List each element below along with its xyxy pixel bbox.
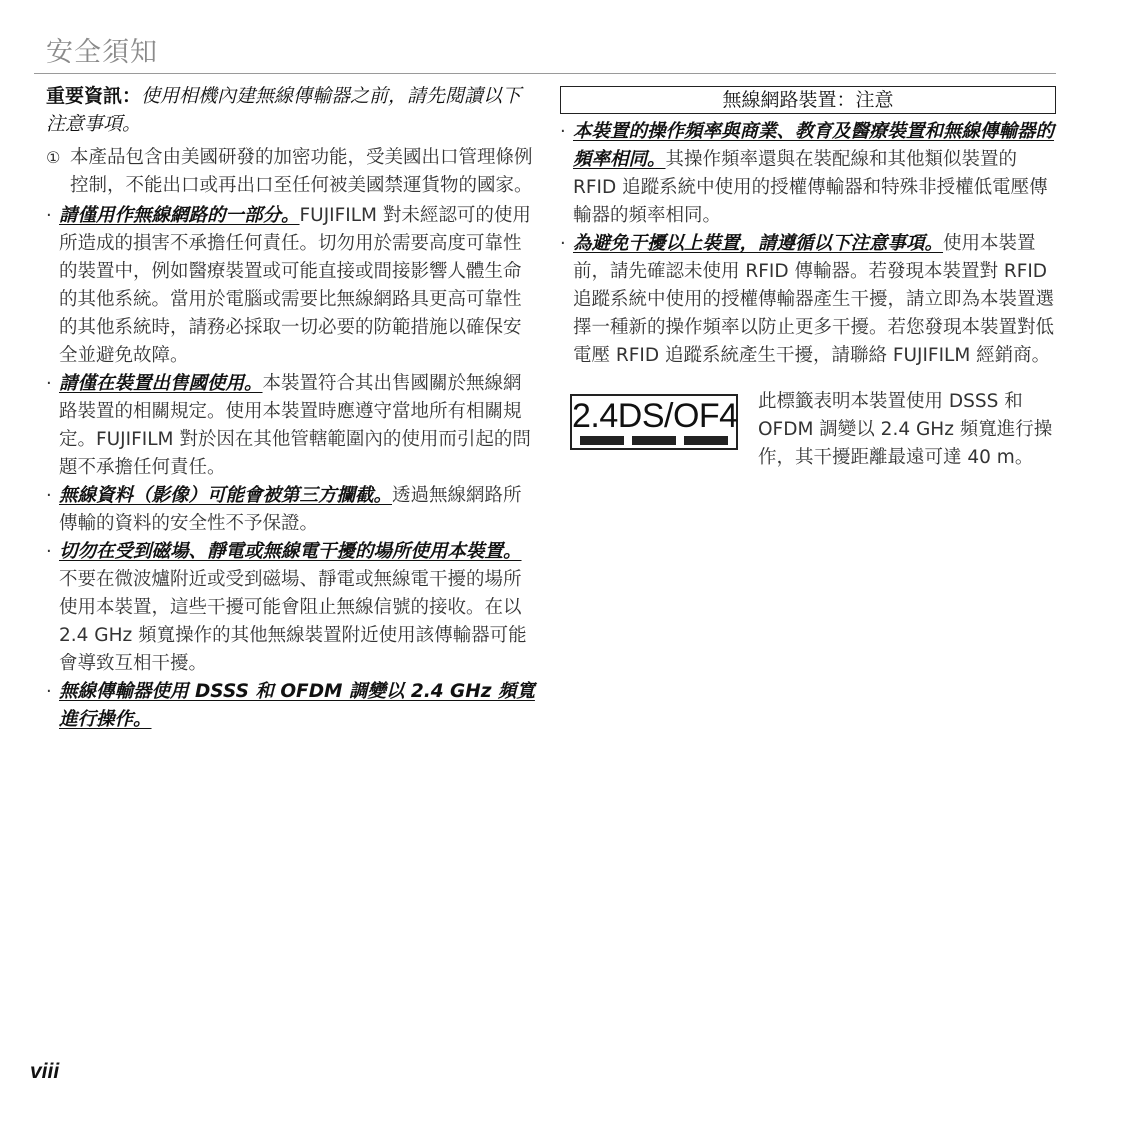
bullet-emphasis: 切勿在受到磁場、靜電或無線電干擾的場所使用本裝置。 (59, 541, 522, 562)
intro-bold: 重要資訊： (46, 85, 142, 107)
bullet-dot-icon: · (560, 233, 566, 254)
bullet-text: 使用本裝置前，請先確認未使用 RFID 傳輸器。若發現本裝置對 RFID 追蹤系統中使用的授權傳輸器產生干擾，請立即為本裝置選擇一種新的操作頻率以防止更多干擾。若您發現本裝置對低電壓 RFID 追蹤系統產生干擾，請聯絡 FUJIFILM 經銷商。 (573, 233, 1055, 366)
bullet-dot-icon: · (46, 681, 52, 702)
wireless-label-description: 此標籤表明本裝置使用 DSSS 和 OFDM 調變以 2.4 GHz 頻寬進行操作，其干擾距離最遠可達 40 m。 (758, 391, 1053, 468)
page-number: viii (30, 1060, 60, 1083)
bullet-text: FUJIFILM 對未經認可的使用所造成的損害不承擔任何責任。切勿用於需要高度可靠性的裝置中，例如醫療裝置或可能直接或間接影響人體生命的其他系統。當用於電腦或需要比無線網路具更高可靠性的其他系統時，請務必採取一切必要的防範措施以確保安全並避免故障。 (59, 205, 531, 366)
list-item (46, 482, 536, 538)
logo-bar (684, 436, 728, 445)
bullet-emphasis: 本裝置的操作頻率與商業、教育及醫療裝置和無線傳輸器的頻率相同。 (573, 121, 1055, 170)
bullet-emphasis: 無線傳輸器使用 DSSS 和 OFDM 調變以 2.4 GHz 頻寬進行操作。 (59, 681, 535, 730)
bullet-text: 透過無線網路所傳輸的資料的安全性不予保證。 (59, 485, 522, 534)
intro-paragraph (46, 82, 536, 138)
list-item (560, 230, 1058, 370)
bullet-dot-icon: · (46, 205, 52, 226)
list-item (46, 370, 536, 482)
bullet-emphasis: 請僅在裝置出售國使用。 (59, 373, 263, 394)
wireless-label-logo (570, 394, 738, 450)
bullet-emphasis: 為避免干擾以上裝置，請遵循以下注意事項。 (573, 233, 944, 254)
logo-bar (580, 436, 624, 445)
bullet-dot-icon: · (46, 485, 52, 506)
bullet-emphasis: 無線資料（影像）可能會被第三方攔截。 (59, 485, 393, 506)
bullet-text: 不要在微波爐附近或受到磁場、靜電或無線電干擾的場所使用本裝置，這些干擾可能會阻止無線信號的接收。在以 2.4 GHz 頻寬操作的其他無線裝置附近使用該傳輸器可能會導致互相干擾。 (59, 569, 527, 674)
bullet-text: 本裝置符合其出售國關於無線網路裝置的相關規定。使用本裝置時應遵守當地所有相關規定。FUJIFILM 對於因在其他管轄範圍內的使用而引起的問題不承擔任何責任。 (59, 373, 531, 478)
list-item (46, 678, 536, 734)
logo-bar (632, 436, 676, 445)
bullet-dot-icon: · (560, 121, 566, 142)
wireless-label-row (560, 388, 1058, 478)
wireless-label-text: 2.4DS/OF4 (572, 397, 738, 435)
intro-italic: 使用相機內建無線傳輸器之前，請先閱讀以下注意事項。 (46, 85, 522, 135)
export-note (46, 144, 536, 200)
list-item (46, 202, 536, 370)
left-column (46, 82, 536, 734)
bullet-text: 其操作頻率還與在裝配線和其他類似裝置的 RFID 追蹤系統中使用的授權傳輸器和特殊非授權低電壓傳輸器的頻率相同。 (573, 149, 1048, 226)
bullet-emphasis: 請僅用作無線網路的一部分。 (59, 205, 300, 226)
section-heading: 無線網路裝置：注意 (560, 86, 1056, 114)
list-item (46, 538, 536, 678)
right-column (560, 86, 1058, 478)
bullet-dot-icon: · (46, 541, 52, 562)
caution-icon: ① (46, 148, 61, 167)
bullet-dot-icon: · (46, 373, 52, 394)
export-note-text: 本產品包含由美國研發的加密功能，受美國出口管理條例控制，不能出口或再出口至任何被美國禁運貨物的國家。 (70, 147, 533, 196)
list-item (560, 118, 1058, 230)
title-divider (34, 73, 1056, 74)
page-title: 安全須知 (46, 37, 158, 68)
